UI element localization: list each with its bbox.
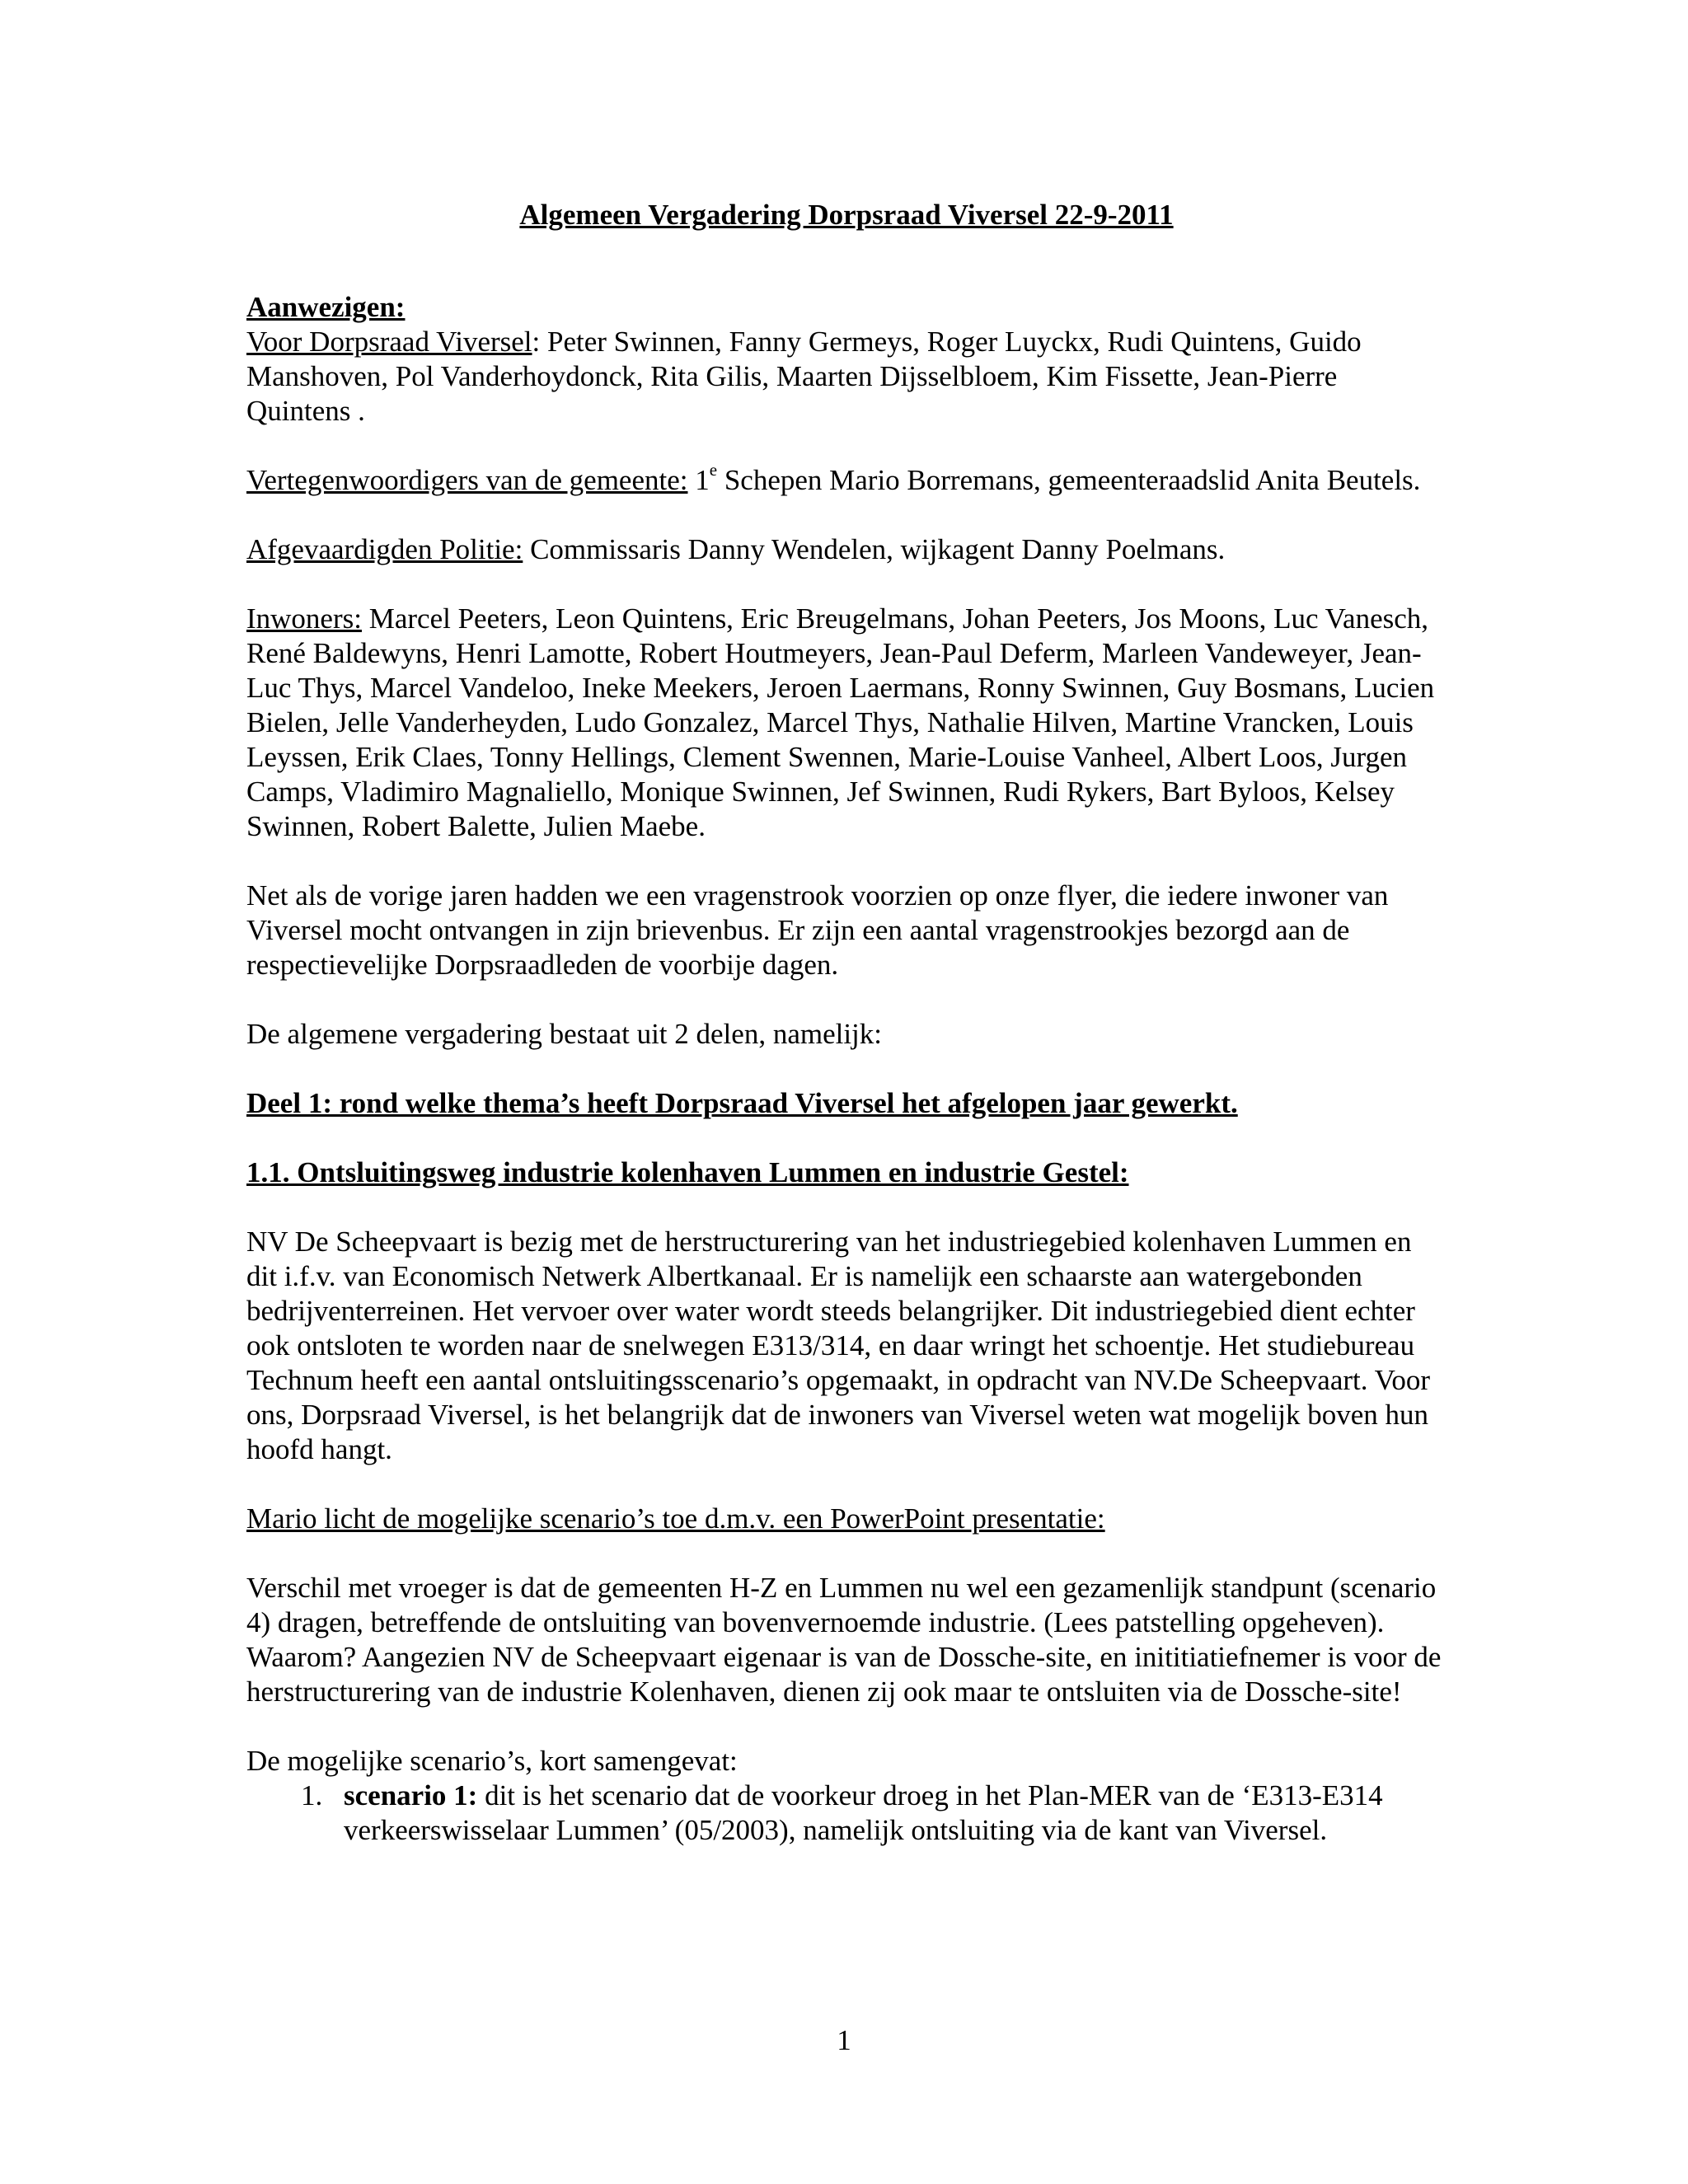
scenario-list: [246, 1779, 1442, 1848]
politie-label: Afgevaardigden Politie:: [246, 533, 523, 565]
politie-names: Commissaris Danny Wendelen, wijkagent Danny Poelmans.: [523, 533, 1226, 565]
list-item: [246, 1779, 1442, 1848]
scenario-text: dit is het scenario dat de voorkeur droeg in het Plan-MER van de ‘E313-E314 verkeerswisselaar Lummen’ (05/2003), namelijk ontsluiting via de kant van Viversel.: [344, 1779, 1383, 1846]
dorpsraad-members-paragraph: [246, 290, 1442, 429]
aanwezigen-heading: Aanwezigen:: [246, 291, 406, 323]
inwoners-label: Inwoners:: [246, 602, 362, 635]
gemeente-superscript: e: [709, 460, 718, 480]
presentation-line: Mario licht de mogelijke scenario’s toe d.m.v. een PowerPoint presentatie:: [246, 1502, 1105, 1535]
politie-paragraph: [246, 532, 1442, 567]
dorpsraad-names: Peter Swinnen, Fanny Germeys, Roger Luyckx, Rudi Quintens, Guido Manshoven, Pol Vanderhoydonck, Rita Gilis, Maarten Dijsselbloem, Kim Fissette, Jean-Pierre Quintens .: [246, 326, 1362, 427]
section-1-1-heading: 1.1. Ontsluitingsweg industrie kolenhaven Lummen en industrie Gestel:: [246, 1156, 1129, 1188]
gemeente-label: Vertegenwoordigers van de gemeente:: [246, 464, 688, 496]
dorpsraad-separator: :: [532, 326, 541, 358]
inwoners-names: Marcel Peeters, Leon Quintens, Eric Breugelmans, Johan Peeters, Jos Moons, Luc Vanesch, René Baldewyns, Henri Lamotte, Robert Houtmeyers, Jean-Paul Deferm, Marleen Vandeweyer, Jean-Luc Thys, Marcel Vandeloo, Ineke Meekers, Jeroen Laermans, Ronny Swinnen, Guy Bosmans, Lucien Bielen, Jelle Vanderheyden, Ludo Gonzalez, Marcel Thys, Nathalie Hilven, Martine Vrancken, Louis Leyssen, Erik Claes, Tonny Hellings, Clement Swennen, Marie-Louise Vanheel, Albert Loos, Jurgen Camps, Vladimiro Magnaliello, Monique Swinnen, Jef Swinnen, Rudi Rykers, Bart Byloos, Kelsey Swinnen, Robert Balette, Julien Maebe.: [246, 602, 1435, 842]
gemeente-number: 1: [687, 464, 710, 496]
page-number: 1: [837, 2024, 851, 2056]
inwoners-paragraph: [246, 602, 1442, 844]
structure-paragraph: De algemene vergadering bestaat uit 2 delen, namelijk:: [246, 1018, 883, 1050]
scenario-label: scenario 1:: [344, 1779, 478, 1811]
intro-paragraph: Net als de vorige jaren hadden we een vragenstrook voorzien op onze flyer, die iedere inwoner van Viversel mocht ontvangen in zijn brievenbus. Er zijn een aantal vragenstrookjes bezorgd aan de respectievelijke Dorpsraadleden de voorbije dagen.: [246, 879, 1389, 981]
verschil-paragraph: Verschil met vroeger is dat de gemeenten H-Z en Lummen nu wel een gezamenlijk standpunt (scenario 4) dragen, betreffende de ontsluiting van bovenvernoemde industrie. (Lees patstelling opgeheven). Waarom? Aangezien NV de Scheepvaart eigenaar is van de Dossche-site, en inititiatiefnemer is voor de herstructurering van de industrie Kolenhaven, dienen zij ook maar te ontsluiten via de Dossche-site!: [246, 1572, 1442, 1708]
scenario-number: 1.: [301, 1779, 323, 1811]
gemeente-paragraph: [246, 460, 1442, 498]
scenarios-intro: De mogelijke scenario’s, kort samengevat:: [246, 1745, 738, 1777]
document-title: Algemeen Vergadering Dorpsraad Viversel 22-9-2011: [519, 199, 1174, 231]
dorpsraad-label: Voor Dorpsraad Viversel: [246, 326, 532, 358]
section-1-1-paragraph: NV De Scheepvaart is bezig met de herstructurering van het industriegebied kolenhaven Lummen en dit i.f.v. van Economisch Netwerk Albertkanaal. Er is namelijk een schaarste aan watergebonden bedrijventerreinen. Het vervoer over water wordt steeds belangrijker. Dit industriegebied dient echter ook ontsloten te worden naar de snelwegen E313/314, en daar wringt het schoentje. Het studiebureau Technum heeft een aantal ontsluitingsscenario’s opgemaakt, in opdracht van NV.De Scheepvaart. Voor ons, Dorpsraad Viversel, is het belangrijk dat de inwoners van Viversel weten wat mogelijk boven hun hoofd hangt.: [246, 1226, 1431, 1465]
deel1-heading: Deel 1: rond welke thema’s heeft Dorpsraad Viversel het afgelopen jaar gewerkt.: [246, 1087, 1238, 1119]
document-body: [246, 198, 1442, 1848]
gemeente-names: Schepen Mario Borremans, gemeenteraadslid Anita Beutels.: [717, 464, 1421, 496]
